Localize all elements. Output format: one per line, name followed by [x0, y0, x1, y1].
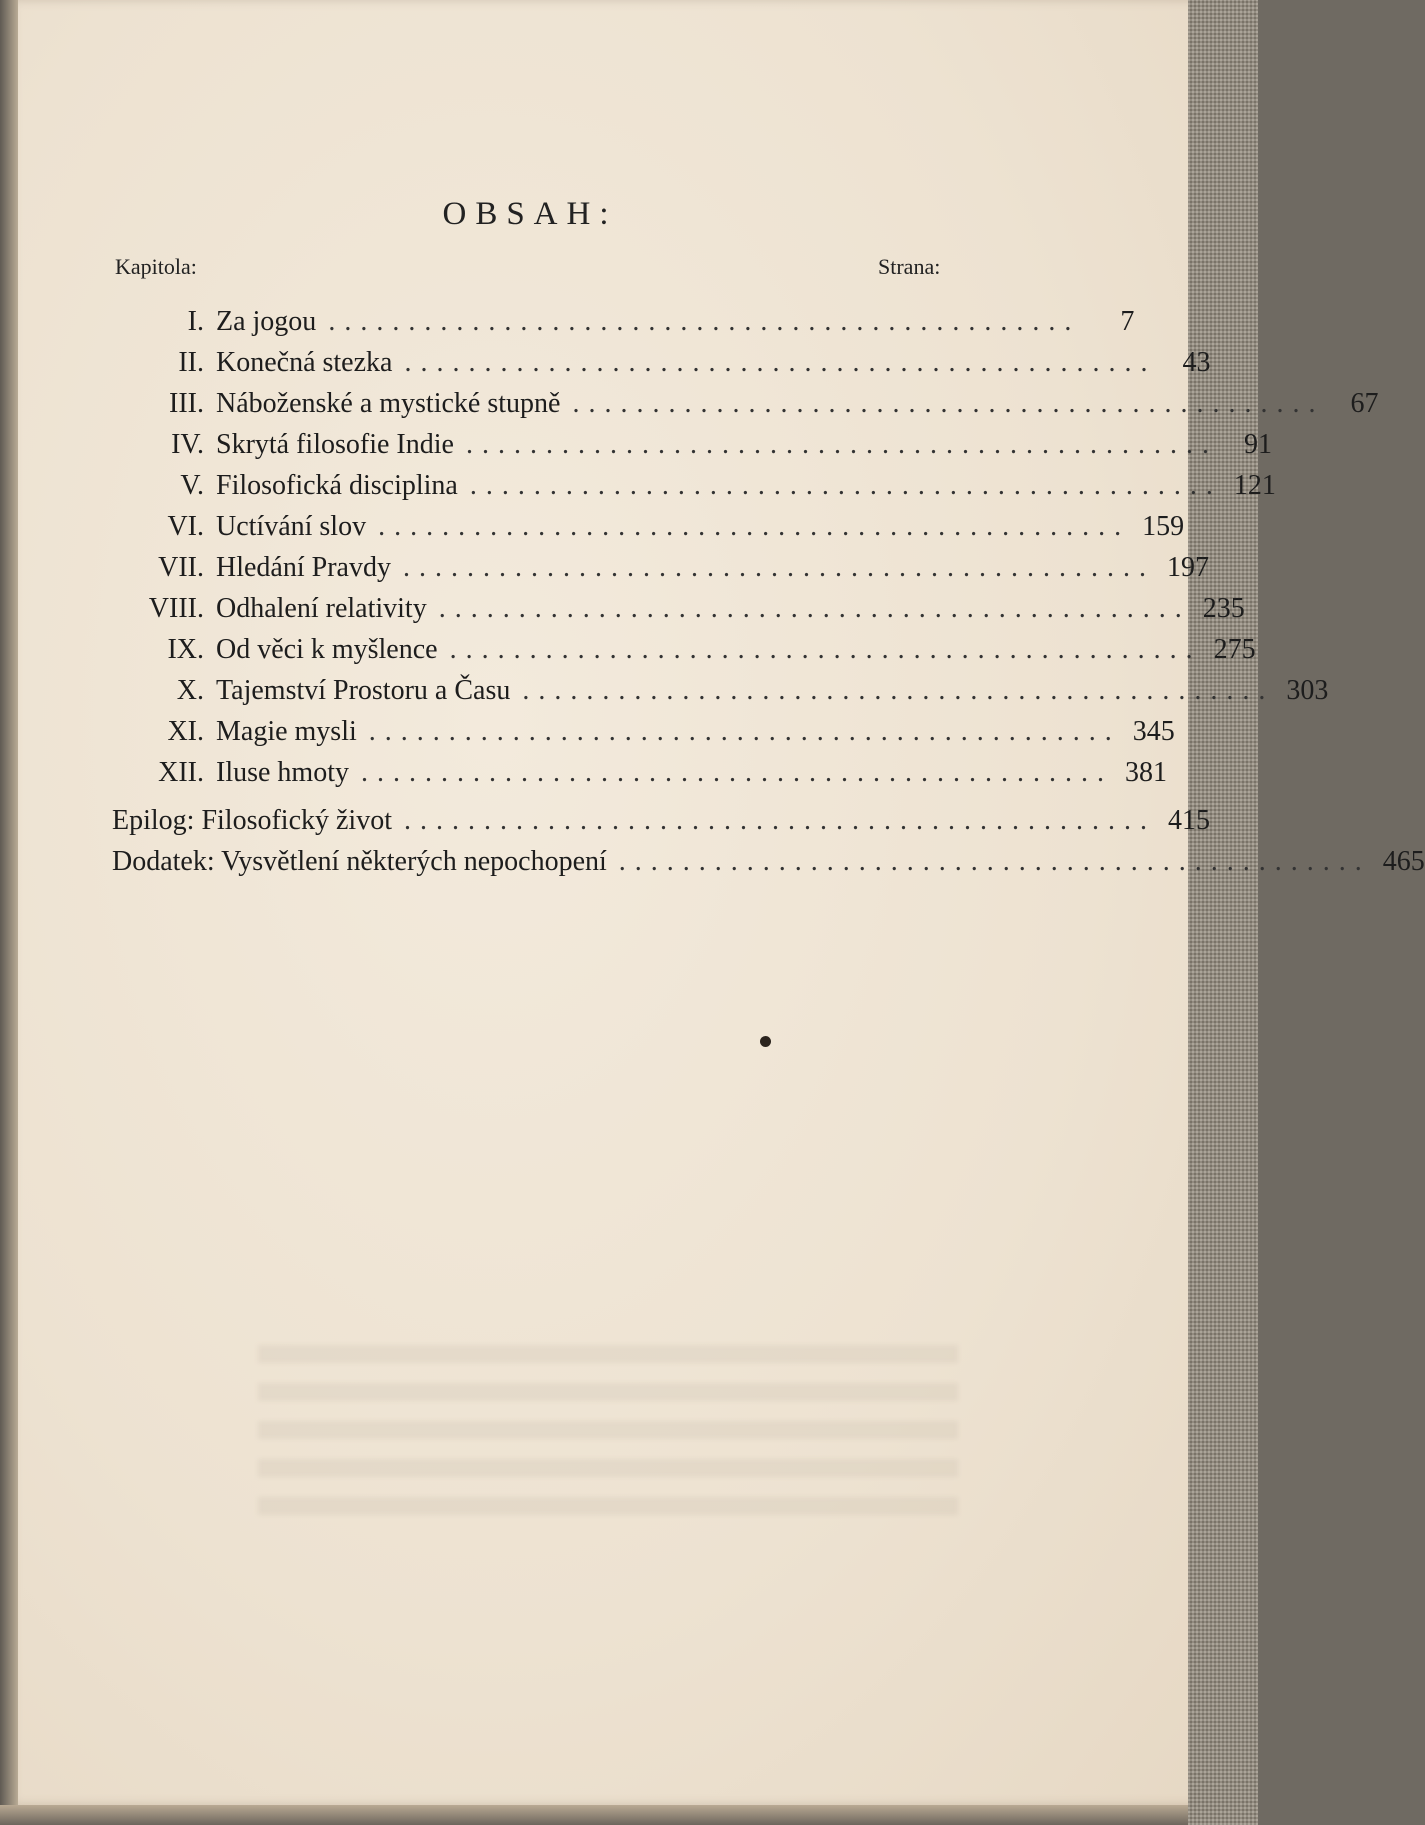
leader-dots: ............................................... — [368, 716, 1121, 747]
page-number: 345 — [1132, 716, 1175, 747]
book-gutter — [0, 0, 18, 1805]
leader-dots: ............................................... — [522, 675, 1275, 706]
chapter-title: Za jogou — [216, 306, 317, 337]
page-number: 197 — [1166, 552, 1209, 583]
leader-dots: ............................................... — [449, 634, 1202, 665]
leader-dots: ............................................... — [328, 306, 1081, 337]
leader-dots: ............................................... — [572, 388, 1325, 419]
page-number: 121 — [1233, 470, 1276, 501]
leader-dots: ............................................... — [465, 429, 1218, 460]
chapter-title: Hledání Pravdy — [216, 552, 391, 583]
chapter-number: V. — [180, 470, 204, 501]
chapter-number: VI. — [167, 511, 204, 542]
page-number: 465 — [1382, 846, 1425, 877]
table-of-contents — [112, 306, 1425, 887]
chapter-number: VIII. — [148, 593, 204, 624]
show-through-text — [258, 1345, 958, 1525]
toc-row — [112, 470, 1276, 511]
page-column-header: Strana: — [878, 254, 941, 279]
leader-dots: ............................................... — [378, 511, 1131, 542]
leader-dots: ............................................... — [438, 593, 1191, 624]
page-title: OBSAH: — [442, 196, 618, 232]
leader-dots: ............................................... — [361, 757, 1113, 788]
toc-row — [112, 511, 1185, 552]
page-number: 91 — [1243, 429, 1272, 460]
toc-row-appendix — [112, 846, 1425, 887]
chapter-column-header: Kapitola: — [115, 254, 197, 279]
chapter-title: Odhalení relativity — [216, 593, 427, 624]
ink-spot — [760, 1036, 771, 1047]
page-number: 381 — [1125, 757, 1167, 788]
page-number: 275 — [1213, 634, 1256, 665]
chapter-title: Magie mysli — [216, 716, 357, 747]
chapter-number: X. — [176, 675, 204, 706]
chapter-number: III. — [169, 388, 204, 419]
toc-row — [112, 306, 1135, 347]
leader-dots: ............................................... — [404, 347, 1157, 378]
page-number: 235 — [1202, 593, 1245, 624]
chapter-title: Uctívání slov — [216, 511, 367, 542]
chapter-title: Náboženské a mystické stupně — [216, 388, 561, 419]
chapter-title: Tajemství Prostoru a Času — [216, 675, 511, 706]
page-number: 67 — [1350, 388, 1379, 419]
toc-row — [112, 347, 1211, 388]
chapter-number: XII. — [158, 757, 204, 788]
chapter-title: Skrytá filosofie Indie — [216, 429, 454, 460]
toc-row — [112, 716, 1175, 757]
toc-row — [112, 593, 1245, 634]
page-bottom-edge — [0, 1805, 1222, 1825]
toc-row — [112, 388, 1379, 429]
chapter-number: XI. — [167, 716, 204, 747]
leader-dots: ............................................... — [618, 846, 1371, 877]
toc-row-epilog — [112, 805, 1210, 846]
chapter-number: VII. — [158, 552, 204, 583]
toc-row — [112, 675, 1329, 716]
page-number: 415 — [1168, 805, 1210, 836]
chapter-number: I. — [187, 306, 204, 337]
chapter-number: IX. — [167, 634, 204, 665]
epilog-title: Epilog: Filosofický život — [112, 805, 392, 836]
leader-dots: ............................................... — [402, 552, 1155, 583]
chapter-title: Od věci k myšlence — [216, 634, 438, 665]
cloth-cover — [1188, 0, 1258, 1825]
toc-row — [112, 552, 1209, 593]
page-number: 43 — [1182, 347, 1211, 378]
leader-dots: ............................................... — [404, 805, 1156, 836]
chapter-title: Konečná stezka — [216, 347, 393, 378]
chapter-title: Filosofická disciplina — [216, 470, 458, 501]
page-number: 159 — [1142, 511, 1185, 542]
leader-dots: ............................................... — [469, 470, 1222, 501]
chapter-number: IV. — [171, 429, 204, 460]
toc-row — [112, 429, 1272, 470]
toc-row — [112, 757, 1167, 798]
chapter-number: II. — [178, 347, 204, 378]
page-number: 7 — [1120, 306, 1135, 337]
appendix-title: Dodatek: Vysvětlení některých nepochopení — [112, 846, 607, 877]
page-number: 303 — [1286, 675, 1329, 706]
chapter-title: Iluse hmoty — [216, 757, 349, 788]
toc-row — [112, 634, 1256, 675]
